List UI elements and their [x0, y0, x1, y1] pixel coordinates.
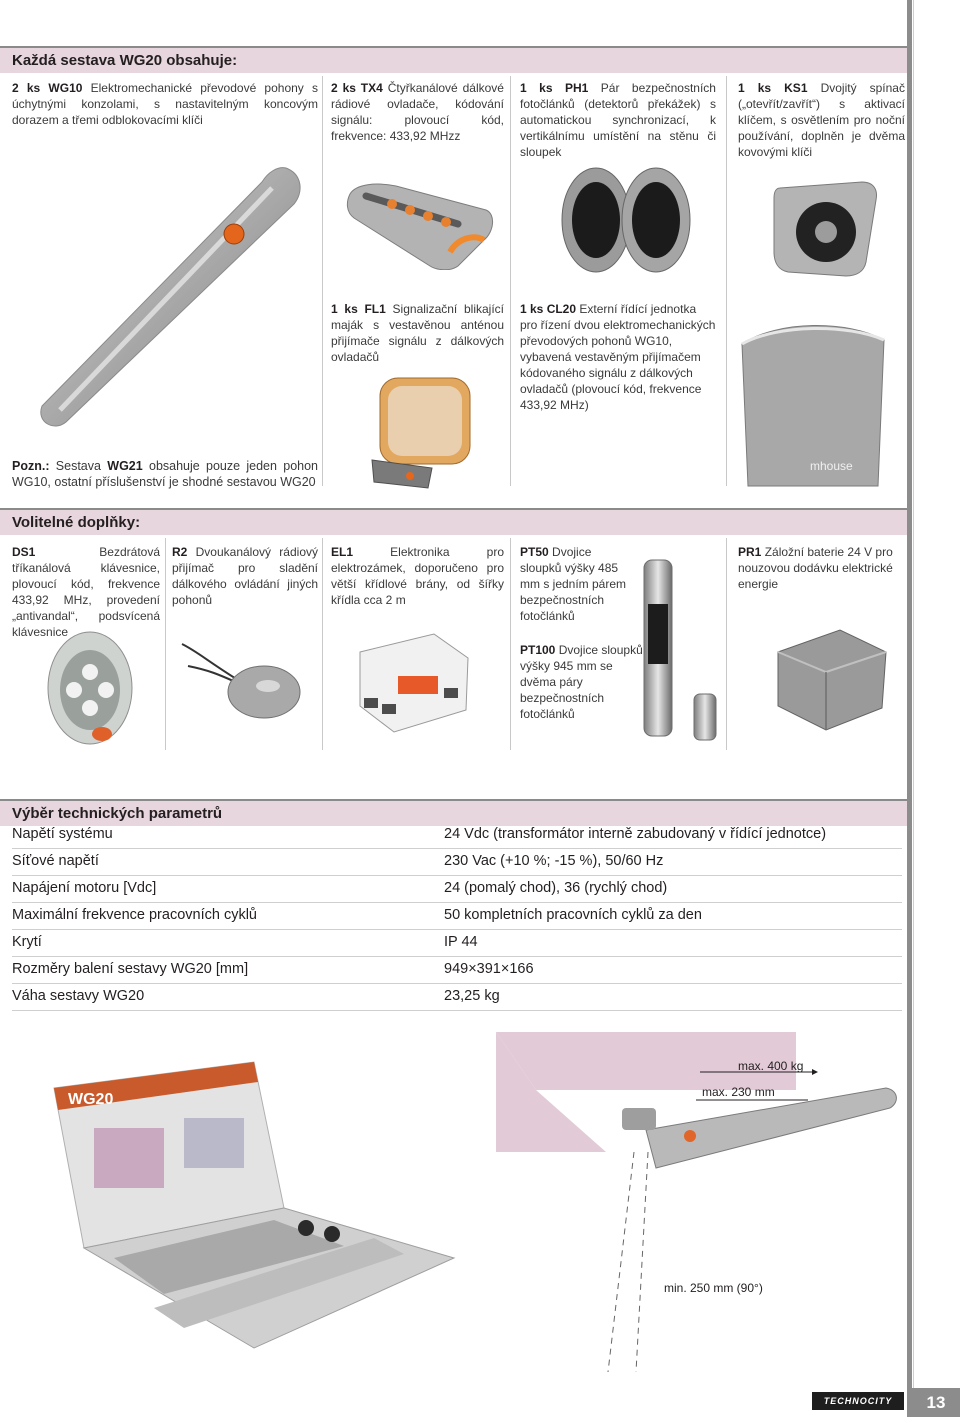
param-row: Váha sestavy WG20 23,25 kg: [12, 984, 902, 1011]
pt-columns-photo: [630, 556, 730, 746]
optional-item-pr1: PR1 Záložní baterie 24 V pro nouzovou dodávku elektrické energie: [738, 545, 893, 591]
note-code: WG21: [107, 459, 143, 473]
column-divider: [322, 76, 323, 486]
page-edge-rule: [907, 0, 912, 1417]
column-divider: [726, 76, 727, 486]
column-divider: [510, 538, 511, 750]
optional-heading-band: [0, 508, 907, 535]
ds1-keypad-photo: [40, 630, 140, 748]
kit-item-ph1: 1 ks PH1 Pár bezpečnostních fotočlánků (detektorů překážek) s automatickou synchronizací, k vertikálnímu umístění na stěnu či sloupek: [520, 81, 716, 159]
param-row: Maximální frekvence pracovních cyklů 50 kompletních pracovních cyklů za den: [12, 903, 902, 930]
installation-diagram: [496, 1032, 902, 1386]
el1-module-photo: [354, 628, 474, 738]
kit-heading-band: [0, 46, 907, 73]
page-edge-rule-thin: [913, 0, 914, 1417]
param-row: Napájení motoru [Vdc] 24 (pomalý chod), 36 (rychlý chod): [12, 876, 902, 903]
ph1-photocells-photo: [556, 158, 696, 278]
kit-item-wg10: 2 ks WG10 Elektromechanické převodové pohony s úchytnými konzolami, s nastavitelným koncovým dorazem a třemi odblokovacími klíči: [12, 81, 318, 127]
optional-item-el1: EL1 Elektronika pro elektrozámek, doporučeno pro větší křídlové brány, od šířky křídla cca 2 m: [331, 545, 504, 607]
pr1-battery-photo: [770, 622, 890, 732]
note-label: Pozn.:: [12, 459, 50, 473]
optional-item-ds1: DS1 Bezdrátová tříkanálová klávesnice, plovoucí kód, frekvence 433,92 MHz, provedení „antivandal“, podsvícená klávesnice: [12, 545, 160, 639]
params-heading: Výběr technických parametrů: [12, 805, 223, 822]
param-row: Krytí IP 44: [12, 930, 902, 957]
kit-item-ks1: 1 ks KS1 Dvojitý spínač („otevřít/zavřít“) s aktivací klíčem, s osvětlením pro noční používání, doplněn je dvěma kovovými klíči: [738, 81, 905, 159]
param-row: Napětí systému 24 Vdc (transformátor interně zabudovaný v řídící jednotce): [12, 822, 902, 849]
tx4-remote-photo: [346, 180, 496, 270]
kit-heading: Každá sestava WG20 obsahuje:: [12, 52, 238, 69]
cl20-control-unit-photo: [738, 318, 888, 488]
kit-item-tx4: 2 ks TX4 Čtyřkanálové dálkové rádiové ovladače, kódování signálu: plovoucí kód, frekvence: 433,92 MHzz: [331, 81, 504, 143]
wg10-motor-photo: [36, 160, 306, 430]
max-weight-label: max. 400 kg: [738, 1059, 804, 1073]
optional-heading: Volitelné doplňky:: [12, 514, 141, 531]
column-divider: [165, 538, 166, 750]
min-distance-label: min. 250 mm (90°): [664, 1281, 763, 1295]
param-row: Síťové napětí 230 Vac (+10 %; -15 %), 50/60 Hz: [12, 849, 902, 876]
cl20-brand-mark: mhouse: [810, 459, 853, 473]
ks1-keyswitch-photo: [772, 178, 882, 278]
box-logo: WG20: [68, 1091, 114, 1108]
column-divider: [322, 538, 323, 750]
page-number: 13: [912, 1388, 960, 1417]
r2-receiver-photo: [178, 640, 308, 730]
optional-item-pt50: PT50 Dvojice sloupků výšky 485 mm s jedním párem bezpečnostních fotočlánků: [520, 545, 627, 623]
wg20-package-photo: [44, 1058, 464, 1358]
max-length-label: max. 230 mm: [702, 1085, 775, 1099]
kit-item-cl20: 1 ks CL20 Externí řídící jednotka pro řízení dvou elektromechanických převodových pohonů WG10, vybavená vestavěným přijímačem kódovaného signálu z dálkových ovladačů (plovoucí kód, frekvence 433,92 MHz): [520, 302, 716, 412]
optional-item-pt100: PT100 Dvojice sloupků výšky 945 mm se dvěma páry bezpečnostních fotočlánků: [520, 643, 643, 721]
optional-item-r2: R2 Dvoukanálový rádiový přijímač pro sladění dálkového ovládání jiných pohonů: [172, 545, 318, 607]
footer-brand-logo: TECHNOCITY: [812, 1392, 904, 1410]
column-divider: [510, 76, 511, 486]
kit-note: Pozn.: Sestava WG21 obsahuje pouze jeden pohon WG10, ostatní příslušenství je shodné sestavou WG20: [12, 459, 318, 489]
kit-item-fl1: 1 ks FL1 Signalizační blikající maják s vestavěnou anténou přijímače signálu z dálkových ovladačů: [331, 302, 504, 364]
param-row: Rozměry balení sestavy WG20 [mm] 949×391×166: [12, 957, 902, 984]
fl1-lamp-photo: [366, 372, 486, 492]
